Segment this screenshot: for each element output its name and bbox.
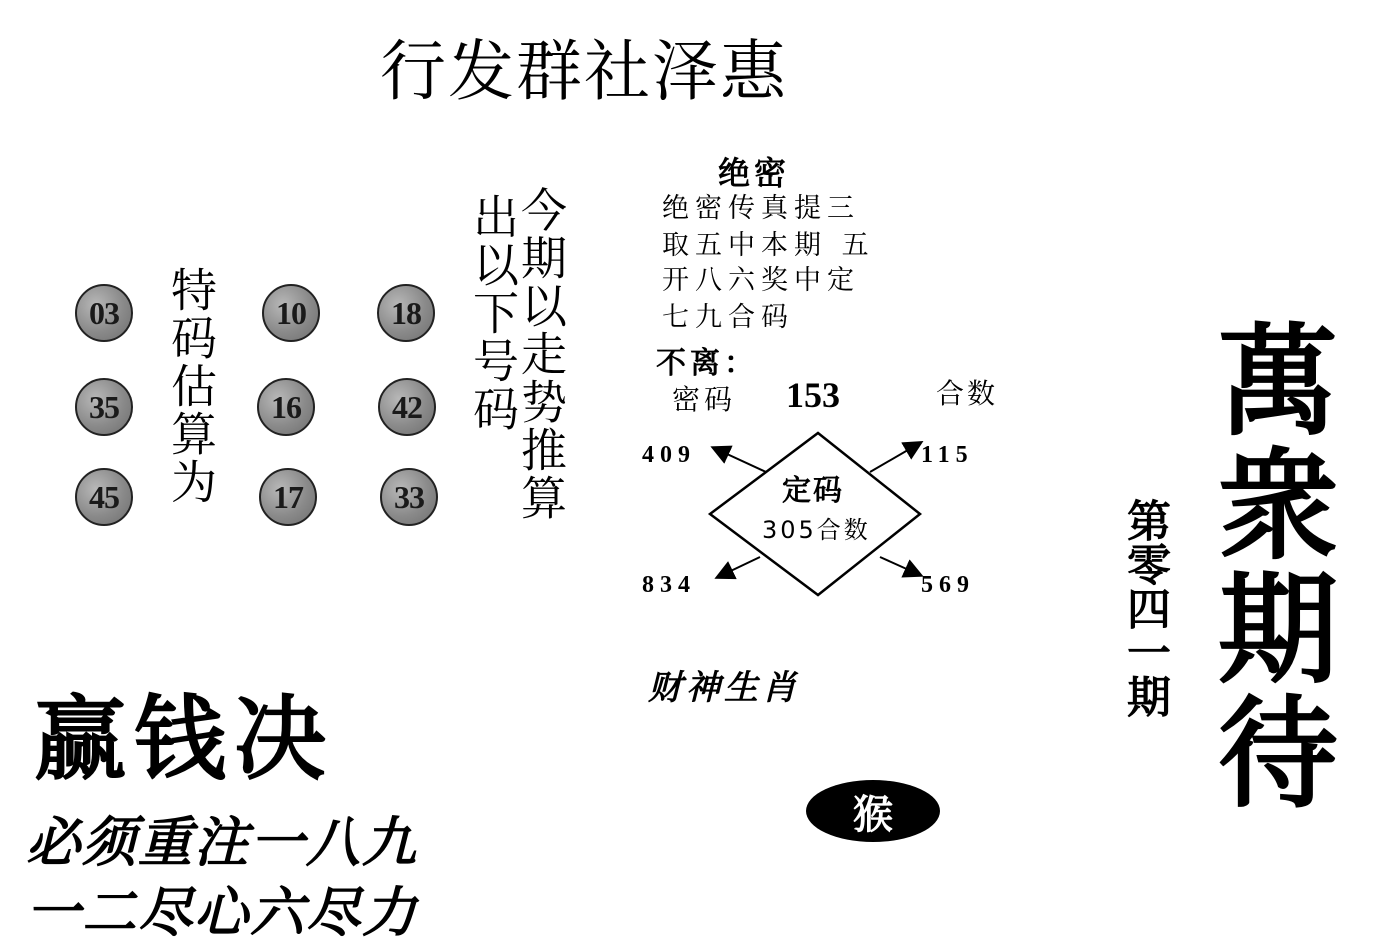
zodiac-text: 猴	[853, 791, 893, 838]
arrow-bottom-left	[718, 557, 760, 577]
page-title: 行发群社泽惠	[380, 33, 788, 110]
win-line-1: 必须重注一八九	[26, 810, 418, 874]
diamond-center: 305合数	[762, 516, 871, 544]
banner-main: 萬衆期待	[1198, 318, 1339, 814]
num-top-right: 115	[921, 442, 974, 468]
arrow-top-right	[870, 443, 920, 472]
arrow-top-left	[714, 448, 766, 472]
trend-text-left: 出以下号码	[466, 193, 520, 433]
num-bottom-left: 834	[642, 572, 696, 598]
heshu-label: 合数	[936, 377, 999, 410]
win-line-2: 一二尽心六尽力	[26, 880, 418, 944]
win-title: 赢钱决	[34, 685, 335, 793]
secret-line-4: 七九合码	[662, 302, 794, 333]
buli-label: 不离：	[656, 346, 758, 381]
secret-heading: 绝密	[718, 154, 791, 192]
secret-line-3: 开八六奖中定	[662, 265, 860, 296]
diamond-label: 定码	[782, 473, 845, 507]
ball-16: 16	[257, 378, 315, 436]
banner-issue: 第零四一期	[1119, 498, 1170, 718]
ball-35: 35	[75, 378, 133, 436]
mima-value: 153	[786, 375, 840, 415]
caishen-label: 财神生肖	[648, 668, 800, 708]
secret-line-2: 取五中本期 五	[662, 230, 875, 261]
ball-03: 03	[75, 284, 133, 342]
ball-10: 10	[262, 284, 320, 342]
num-top-left: 409	[642, 442, 696, 468]
secret-line-1: 绝密传真提三	[662, 193, 860, 224]
ball-42: 42	[378, 378, 436, 436]
ball-18: 18	[377, 284, 435, 342]
num-bottom-right: 569	[921, 572, 975, 598]
ball-17: 17	[259, 468, 317, 526]
ball-33: 33	[380, 468, 438, 526]
mima-label: 密码	[672, 383, 737, 416]
trend-text-right: 今期以走势推算	[514, 186, 568, 522]
arrow-bottom-right	[880, 557, 920, 575]
zodiac-badge	[806, 780, 940, 842]
ball-45: 45	[75, 468, 133, 526]
special-code-label: 特码估算为	[164, 266, 218, 506]
